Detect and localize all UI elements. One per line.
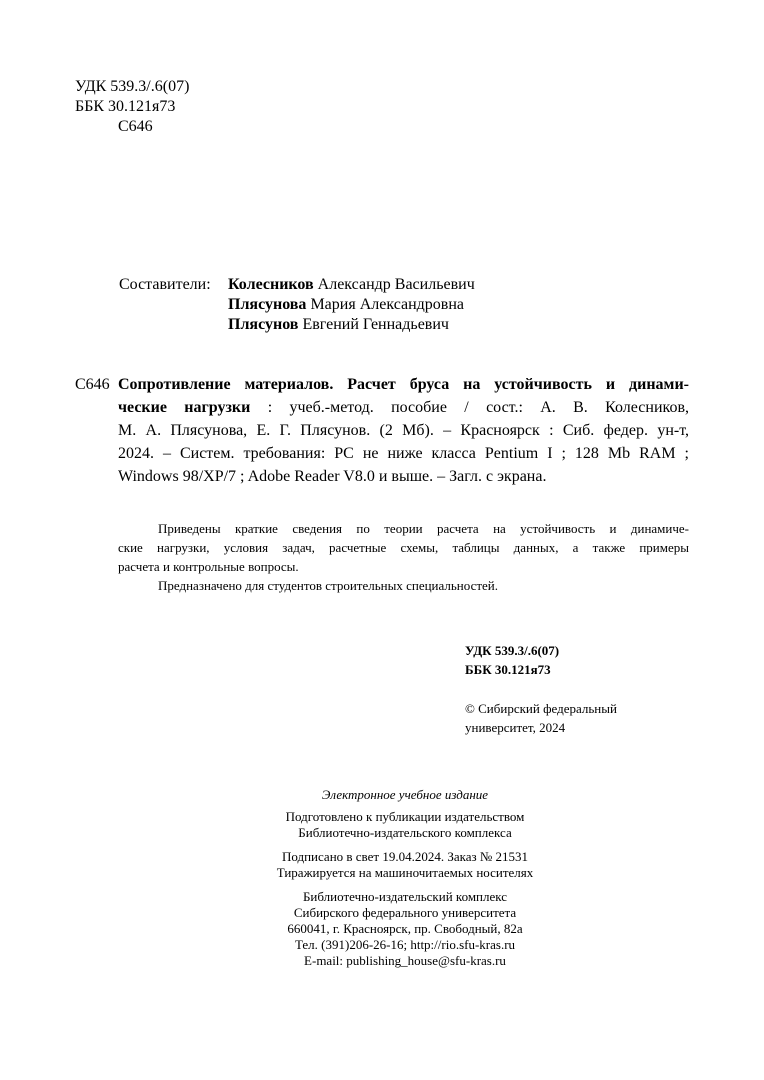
compilers-label: Составители: — [119, 276, 211, 293]
biblio-title-cont: ческие нагрузки — [118, 399, 251, 416]
compiler-surname: Плясунова — [228, 296, 307, 313]
biblio-code: С646 — [75, 376, 110, 393]
udk-header: УДК 539.3/.6(07) — [75, 78, 190, 95]
publisher-phone: Тел. (391)206-26-16; http://rio.sfu-kras.ru — [294, 937, 516, 952]
publisher-line-2: Сибирского федерального университета — [293, 905, 517, 920]
compiler-3 — [228, 315, 449, 335]
abstract-line-2: ские нагрузки, условия задач, расчетные схемы, таблицы данных, а также примеры — [118, 540, 689, 555]
biblio-line-4: 2024. – Систем. требования: PC не ниже класса Pentium I ; 128 Mb RAM ; — [118, 445, 689, 462]
biblio-line-2-rest: : учеб.-метод. пособие / сост.: А. В. Колесников, — [267, 399, 690, 416]
biblio-title: Сопротивление материалов. Расчет бруса на устойчивость и динами- — [118, 376, 689, 393]
compiler-given-name: Мария Александровна — [310, 296, 465, 313]
udk-block-udk: УДК 539.3/.6(07) — [465, 643, 560, 658]
compiler-1 — [228, 275, 475, 295]
publisher-address: 660041, г. Красноярск, пр. Свободный, 82а — [287, 921, 523, 936]
compiler-2 — [228, 295, 464, 315]
edition-type: Электронное учебное издание — [321, 787, 489, 802]
abstract-line-3: расчета и контрольные вопросы. — [118, 559, 299, 574]
compiler-surname: Колесников — [228, 276, 314, 293]
bbk-header: ББК 30.121я73 — [75, 98, 176, 115]
udk-block-bbk: ББК 30.121я73 — [465, 662, 551, 677]
compiler-given-name: Александр Васильевич — [317, 276, 475, 293]
abstract-line-4: Предназначено для студентов строительных специальностей. — [158, 578, 499, 593]
prepared-line-1: Подготовлено к публикации издательством — [285, 809, 525, 824]
biblio-line-5: Windows 98/XP/7 ; Adobe Reader V8.0 и выше. – Загл. с экрана. — [118, 468, 547, 485]
copyright-line-2: университет, 2024 — [465, 720, 566, 735]
publisher-line-1: Библиотечно-издательский комплекс — [302, 889, 508, 904]
signed-line-1: Подписано в свет 19.04.2024. Заказ № 21531 — [281, 849, 529, 864]
compiler-surname: Плясунов — [228, 316, 299, 333]
compiler-given-name: Евгений Геннадьевич — [302, 316, 449, 333]
signed-line-2: Тиражируется на машиночитаемых носителях — [276, 865, 534, 880]
prepared-line-2: Библиотечно-издательского комплекса — [298, 825, 512, 840]
biblio-line-3: М. А. Плясунова, Е. Г. Плясунов. (2 Мб). – Красноярск : Сиб. федер. ун-т, — [118, 422, 689, 439]
biblio-line-2 — [118, 398, 689, 418]
copyright-line-1: © Сибирский федеральный — [465, 701, 617, 716]
publisher-email: E-mail: publishing_house@sfu-kras.ru — [304, 953, 506, 968]
author-mark: С646 — [118, 118, 153, 135]
abstract-line-1: Приведены краткие сведения по теории расчета на устойчивость и динамиче- — [158, 521, 689, 536]
